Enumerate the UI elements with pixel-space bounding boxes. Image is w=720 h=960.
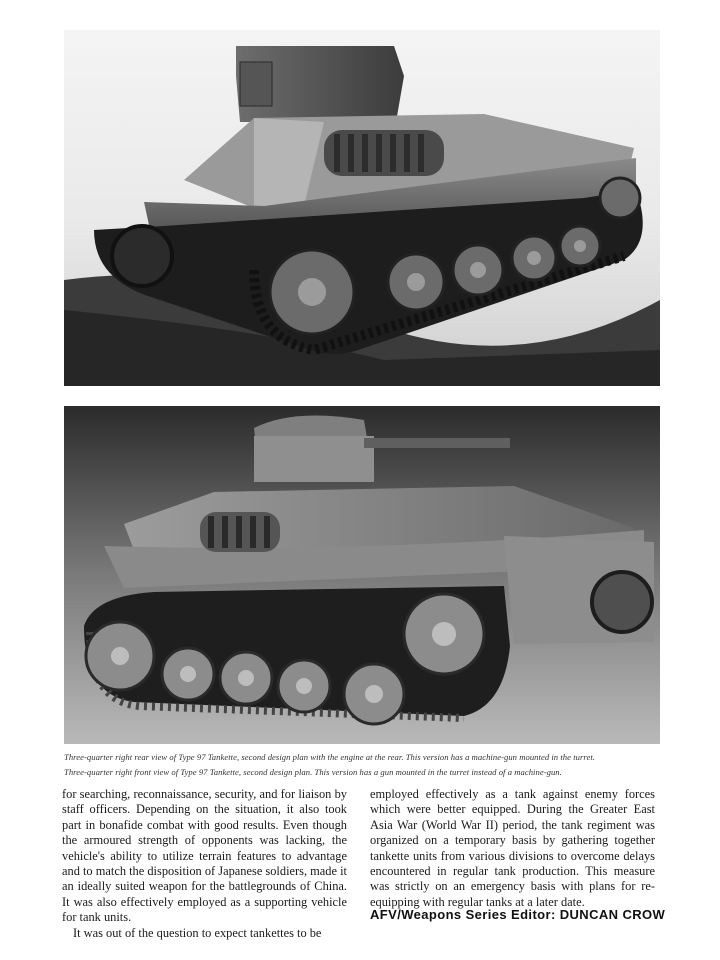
tank-photo-front-view (64, 406, 660, 744)
body-paragraph: employed effectively as a tank against enemy forces which were better equipped. During the Greater East Asia War (World War II) period, the tank regiment was organized on a temporary basis by gathering together tankette units from various divisions to overcome delays encountered in regular tank production. This measure was strictly on an emergency basis with plans for re-equipping with regular tanks at a later date. (370, 787, 655, 909)
photo-caption-front-view: Three-quarter right front view of Type 97 Tankette, second design plan. This version has a gun mounted in the turret instead of a machine-gun. (64, 767, 562, 777)
body-paragraph: for searching, reconnaissance, security, and for liaison by staff officers. Depending on the situation, it also took part in bonafide combat with good results. Even though the armoured strength of opponents was lacking, the vehicle's ability to utilize terrain features to advantage and to match the disposition of Japanese soldiers, made it an ideally suited weapon for the battlegrounds of China. It was also effectively employed as a supporting vehicle for tank units. (62, 787, 347, 925)
series-editor-credit: AFV/Weapons Series Editor: DUNCAN CROW (370, 907, 666, 922)
photo-caption-rear-view: Three-quarter right rear view of Type 97 Tankette, second design plan with the engine at the rear. This version has a machine-gun mounted in the turret. (64, 752, 595, 762)
tank-rear-view-icon (64, 30, 660, 386)
body-paragraph: It was out of the question to expect tankettes to be (73, 925, 322, 940)
tank-photo-rear-view (64, 30, 660, 386)
body-column-left (62, 787, 347, 941)
tank-front-view-icon (64, 406, 660, 744)
body-column-right (370, 787, 655, 910)
